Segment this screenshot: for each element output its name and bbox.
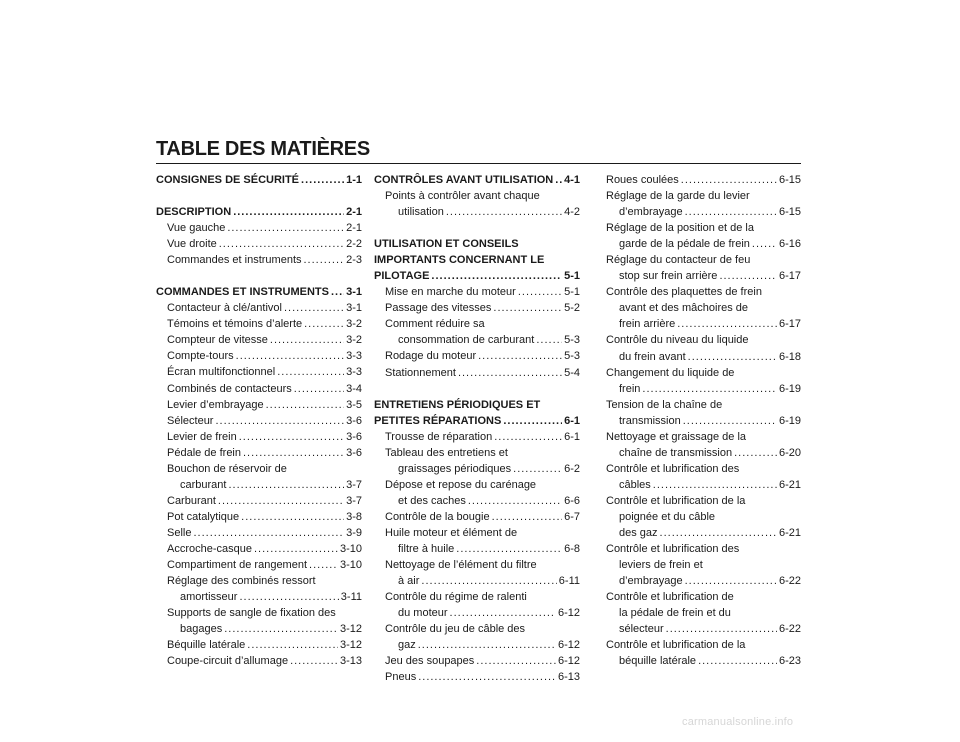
toc-page-number: 6-15 (778, 206, 801, 219)
toc-page-number: 4-1 (564, 174, 580, 186)
toc-entry-text: Contrôle et lubrification de la (606, 494, 746, 507)
dot-leader (241, 509, 344, 525)
dot-leader (685, 204, 777, 220)
toc-page-number: 6-1 (564, 414, 580, 427)
dot-leader (719, 268, 777, 284)
toc-page-number: 2-2 (346, 238, 362, 251)
toc-entry-text: UTILISATION ET CONSEILS (374, 238, 519, 251)
section-spacer (156, 268, 362, 284)
section-spacer (374, 381, 580, 397)
toc-page-number: 5-1 (564, 286, 580, 299)
dot-leader (254, 541, 338, 557)
dot-leader (456, 541, 562, 557)
toc-entry[interactable] (374, 348, 580, 364)
section-spacer (374, 220, 580, 236)
toc-entry[interactable] (595, 252, 801, 284)
toc-page-number: 3-6 (346, 430, 362, 443)
toc-entry[interactable] (156, 252, 362, 268)
toc-entry[interactable] (156, 653, 362, 669)
toc-entry-text: DESCRIPTION (156, 206, 232, 219)
toc-entry-text: Contrôle du jeu de câble des (385, 623, 526, 636)
toc-entry-text: Contacteur à clé/antivol (167, 302, 282, 315)
toc-entry[interactable] (156, 525, 362, 541)
toc-entry[interactable] (595, 429, 801, 461)
dot-leader (236, 348, 344, 364)
toc-entry[interactable] (374, 316, 580, 348)
toc-entry-text: stop sur frein arrière (619, 270, 718, 283)
dot-leader (536, 332, 562, 348)
dot-leader (224, 621, 338, 637)
dot-leader (284, 300, 344, 316)
toc-entry-text: leviers de frein et (619, 559, 703, 572)
toc-entry-text: béquille latérale (619, 655, 697, 668)
toc-page-number: 4-2 (564, 206, 580, 219)
dot-leader (688, 349, 777, 365)
toc-entry[interactable] (374, 365, 580, 381)
toc-entry[interactable] (374, 669, 580, 685)
dot-leader (277, 364, 344, 380)
toc-section-entry[interactable] (156, 172, 362, 188)
toc-page-number: 6-18 (778, 350, 801, 363)
toc-entry-text: Vue gauche (167, 222, 226, 235)
toc-page-number: 6-19 (778, 382, 801, 395)
toc-entry-text: garde de la pédale de frein (619, 238, 750, 251)
toc-entry-text: Dépose et repose du carénage (385, 478, 537, 491)
toc-entry-text: à air (398, 575, 420, 588)
toc-page-number: 6-1 (564, 430, 580, 443)
toc-entry-text: Pneus (385, 671, 417, 684)
toc-page-number: 3-12 (339, 639, 362, 652)
toc-page-number: 3-3 (346, 366, 362, 379)
toc-entry-text: Mise en marche du moteur (385, 286, 516, 299)
toc-page-number: 3-11 (340, 591, 362, 604)
toc-section-entry[interactable] (156, 284, 362, 300)
toc-page-number: 6-23 (778, 655, 801, 668)
toc-entry-text: du moteur (398, 607, 448, 620)
toc-entry-text: Comment réduire sa (385, 318, 485, 331)
dot-leader (243, 445, 344, 461)
toc-entry-text: Sélecteur (167, 414, 214, 427)
toc-entry[interactable] (595, 220, 801, 252)
toc-entry-text: ENTRETIENS PÉRIODIQUES ET (374, 398, 541, 411)
toc-entry[interactable] (374, 653, 580, 669)
toc-page-number: 3-4 (346, 382, 362, 395)
toc-page-number: 6-8 (564, 542, 580, 555)
page-title: TABLE DES MATIÈRES (156, 138, 370, 160)
toc-page-number: 3-2 (346, 318, 362, 331)
toc-entry[interactable] (156, 413, 362, 429)
toc-entry-text: Changement du liquide de (606, 366, 735, 379)
toc-page-number: 6-12 (557, 639, 580, 652)
dot-leader (301, 172, 344, 188)
toc-page-number: 5-4 (564, 366, 580, 379)
toc-entry-text: graissages périodiques (398, 462, 512, 475)
toc-page-number: 3-1 (346, 302, 362, 315)
toc-entry[interactable] (374, 621, 580, 653)
toc-entry[interactable] (374, 284, 580, 300)
dot-leader (239, 589, 338, 605)
toc-entry[interactable] (156, 637, 362, 653)
toc-entry-text: Nettoyage de l’élément du filtre (385, 559, 537, 572)
toc-page-number: 5-2 (564, 302, 580, 315)
dot-leader (215, 413, 344, 429)
dot-leader (494, 429, 562, 445)
toc-page-number: 3-1 (346, 286, 362, 299)
dot-leader (518, 284, 562, 300)
toc-entry-text: Carburant (167, 494, 216, 507)
toc-entry[interactable] (595, 397, 801, 429)
toc-entry-text: Points à contrôler avant chaque (385, 190, 540, 203)
toc-entry-text: Vue droite (167, 238, 217, 251)
toc-page-number: 6-11 (558, 575, 580, 588)
toc-page-number: 3-2 (346, 334, 362, 347)
toc-entry-text: gaz (398, 639, 416, 652)
toc-entry[interactable] (595, 172, 801, 188)
toc-entry-text: transmission (619, 414, 681, 427)
toc-entry-text: câbles (619, 478, 651, 491)
dot-leader (683, 413, 777, 429)
dot-leader (418, 669, 556, 685)
toc-page-number: 6-21 (778, 478, 801, 491)
toc-page-number: 3-3 (346, 350, 362, 363)
dot-leader (468, 493, 562, 509)
toc-page-number: 3-5 (346, 398, 362, 411)
dot-leader (681, 172, 777, 188)
dot-leader (478, 348, 562, 364)
dot-leader (193, 525, 344, 541)
dot-leader (290, 653, 338, 669)
dot-leader (219, 236, 344, 252)
toc-entry-text: Rodage du moteur (385, 350, 477, 363)
toc-entry[interactable] (595, 493, 801, 541)
dot-leader (666, 621, 777, 637)
toc-entry-text: CONTRÔLES AVANT UTILISATION (374, 174, 554, 186)
toc-page-number: 6-6 (564, 494, 580, 507)
toc-page-number: 6-17 (778, 270, 801, 283)
toc-entry-text: Selle (167, 526, 192, 539)
dot-leader (446, 204, 562, 220)
toc-entry-text: Contrôle du niveau du liquide (606, 334, 749, 347)
toc-entry[interactable] (156, 397, 362, 413)
toc-entry-text: Pédale de frein (167, 446, 241, 459)
toc-entry[interactable] (595, 541, 801, 589)
toc-entry-text: PILOTAGE (374, 270, 430, 283)
dot-leader (309, 557, 338, 573)
toc-entry-text: Contrôle et lubrification des (606, 462, 740, 475)
toc-page-number: 1-1 (346, 174, 362, 186)
toc-page-number: 3-7 (346, 478, 362, 491)
toc-page-number: 3-6 (346, 414, 362, 427)
toc-page-number: 3-8 (346, 510, 362, 523)
toc-entry-text: Roues coulées (606, 174, 679, 186)
toc-entry-text: PETITES RÉPARATIONS (374, 414, 502, 427)
toc-entry-text: amortisseur (180, 591, 238, 604)
toc-entry[interactable] (374, 589, 580, 621)
toc-entry[interactable] (156, 557, 362, 573)
toc-column-1 (156, 172, 362, 669)
toc-entry-text: Trousse de réparation (385, 430, 493, 443)
toc-entry-text: Réglage du contacteur de feu (606, 254, 751, 267)
dot-leader (642, 381, 777, 397)
toc-entry-text: des gaz (619, 527, 658, 540)
toc-entry-text: Combinés de contacteurs (167, 382, 292, 395)
toc-entry[interactable] (156, 493, 362, 509)
toc-entry-text: consommation de carburant (398, 334, 535, 347)
toc-entry[interactable] (156, 316, 362, 332)
toc-entry[interactable] (156, 220, 362, 236)
toc-entry-text: Contrôle et lubrification des (606, 543, 740, 556)
toc-entry[interactable] (595, 284, 801, 332)
dot-leader (450, 605, 556, 621)
toc-entry-text: carburant (180, 478, 227, 491)
toc-entry[interactable] (156, 364, 362, 380)
toc-page-number: 3-9 (346, 526, 362, 539)
toc-page-number: 6-16 (778, 238, 801, 251)
dot-leader (418, 637, 556, 653)
toc-page-number: 6-7 (564, 510, 580, 523)
dot-leader (492, 509, 563, 525)
toc-entry[interactable] (374, 300, 580, 316)
toc-entry-text: avant et des mâchoires de (619, 302, 749, 315)
toc-entry[interactable] (374, 429, 580, 445)
toc-section-entry[interactable] (156, 204, 362, 220)
dot-leader (555, 172, 562, 188)
toc-entry[interactable] (374, 509, 580, 525)
toc-entry-text: chaîne de transmission (619, 446, 733, 459)
toc-page-number: 3-10 (339, 542, 362, 555)
dot-leader (493, 300, 562, 316)
dot-leader (233, 204, 344, 220)
toc-entry-text: Contrôle et lubrification de la (606, 639, 746, 652)
toc-entry-text: filtre à huile (398, 542, 455, 555)
toc-entry[interactable] (374, 445, 580, 477)
toc-entry[interactable] (156, 236, 362, 252)
dot-leader (304, 252, 345, 268)
toc-entry-text: Jeu des soupapes (385, 655, 475, 668)
toc-section-entry[interactable] (374, 397, 580, 429)
toc-entry[interactable] (156, 381, 362, 397)
toc-page-number: 6-17 (778, 318, 801, 331)
toc-entry[interactable] (156, 445, 362, 461)
toc-page-number: 6-12 (557, 655, 580, 668)
toc-entry[interactable] (595, 589, 801, 637)
toc-entry-text: Nettoyage et graissage de la (606, 430, 747, 443)
toc-entry-text: Béquille latérale (167, 639, 246, 652)
toc-page-number: 3-6 (346, 446, 362, 459)
toc-entry[interactable] (156, 605, 362, 637)
toc-entry[interactable] (595, 188, 801, 220)
toc-entry-text: Levier de frein (167, 430, 237, 443)
toc-entry-text: Contrôle et lubrification de (606, 591, 734, 604)
toc-entry[interactable] (374, 477, 580, 509)
toc-page-number: 3-7 (346, 494, 362, 507)
dot-leader (270, 332, 344, 348)
dot-leader (653, 477, 777, 493)
toc-page-number: 3-12 (339, 623, 362, 636)
toc-entry-text: utilisation (398, 206, 444, 219)
toc-page-number: 6-22 (778, 575, 801, 588)
toc-page-number: 6-12 (557, 607, 580, 620)
dot-leader (503, 413, 562, 429)
toc-entry-text: IMPORTANTS CONCERNANT LE (374, 254, 545, 267)
toc-entry-text: Supports de sangle de fixation des (167, 607, 336, 620)
dot-leader (218, 493, 344, 509)
dot-leader (734, 445, 777, 461)
toc-entry[interactable] (595, 637, 801, 669)
toc-entry-text: et des caches (398, 494, 466, 507)
toc-entry-text: COMMANDES ET INSTRUMENTS (156, 286, 329, 299)
dot-leader (752, 236, 777, 252)
watermark-footer: carmanualsonline.info (682, 716, 794, 728)
toc-entry-text: Réglage de la garde du levier (606, 190, 750, 203)
toc-page-number: 5-3 (564, 334, 580, 347)
toc-page-number: 6-19 (778, 414, 801, 427)
toc-entry[interactable] (156, 461, 362, 493)
toc-entry-text: Bouchon de réservoir de (167, 462, 287, 475)
toc-page-number: 3-10 (339, 559, 362, 572)
toc-entry-text: Contrôle des plaquettes de frein (606, 286, 762, 299)
dot-leader (685, 573, 777, 589)
toc-page-number: 2-1 (346, 222, 362, 235)
section-spacer (156, 188, 362, 204)
dot-leader (458, 365, 562, 381)
toc-entry[interactable] (156, 541, 362, 557)
toc-entry-text: d’embrayage (619, 206, 683, 219)
toc-entry[interactable] (156, 332, 362, 348)
dot-leader (476, 653, 556, 669)
toc-entry[interactable] (374, 188, 580, 220)
toc-page-number: 6-22 (778, 623, 801, 636)
toc-column-2 (374, 172, 580, 685)
toc-entry[interactable] (156, 300, 362, 316)
dot-leader (421, 573, 556, 589)
toc-page-number: 2-1 (346, 206, 362, 219)
toc-entry-text: la pédale de frein et du (619, 607, 731, 620)
toc-entry[interactable] (156, 509, 362, 525)
toc-entry[interactable] (156, 573, 362, 605)
toc-page-number: 5-1 (564, 270, 580, 283)
toc-entry-text: Coupe-circuit d’allumage (167, 655, 289, 668)
toc-section-entry[interactable] (374, 236, 580, 284)
toc-entry-text: Contrôle de la bougie (385, 510, 490, 523)
toc-entry-text: Réglage de la position et de la (606, 222, 754, 235)
toc-entry[interactable] (595, 332, 801, 364)
toc-entry-text: Commandes et instruments (167, 254, 302, 267)
toc-entry-text: Compteur de vitesse (167, 334, 268, 347)
toc-page-number: 6-13 (557, 671, 580, 684)
dot-leader (266, 397, 344, 413)
toc-entry[interactable] (595, 365, 801, 397)
toc-entry[interactable] (595, 461, 801, 493)
toc-entry[interactable] (156, 348, 362, 364)
toc-entry-text: du frein avant (619, 350, 686, 363)
toc-entry-text: Contrôle du régime de ralenti (385, 591, 527, 604)
dot-leader (698, 653, 777, 669)
dot-leader (331, 284, 344, 300)
dot-leader (513, 461, 562, 477)
toc-page-number: 6-2 (564, 462, 580, 475)
dot-leader (431, 268, 562, 284)
toc-entry-text: Passage des vitesses (385, 302, 492, 315)
toc-entry-text: Écran multifonctionnel (167, 366, 276, 379)
toc-entry-text: Réglage des combinés ressort (167, 575, 316, 588)
dot-leader (239, 429, 344, 445)
toc-page-number: 2-3 (346, 254, 362, 267)
toc-entry-text: Levier d’embrayage (167, 398, 264, 411)
toc-entry-text: Compte-tours (167, 350, 234, 363)
dot-leader (294, 381, 344, 397)
dot-leader (247, 637, 338, 653)
toc-entry-text: Huile moteur et élément de (385, 526, 518, 539)
toc-entry-text: bagages (180, 623, 223, 636)
toc-entry[interactable] (374, 525, 580, 557)
toc-page-number: 3-13 (339, 655, 362, 668)
toc-entry-text: Témoins et témoins d’alerte (167, 318, 303, 331)
toc-entry-text: Pot catalytique (167, 510, 240, 523)
toc-page-number: 6-15 (778, 174, 801, 186)
toc-page-number: 5-3 (564, 350, 580, 363)
toc-entry-text: Tableau des entretiens et (385, 446, 508, 459)
toc-entry-text: CONSIGNES DE SÉCURITÉ (156, 174, 300, 186)
title-rule (156, 163, 801, 164)
toc-entry-text: Accroche-casque (167, 542, 252, 555)
dot-leader (660, 525, 777, 541)
toc-entry[interactable] (374, 557, 580, 589)
dot-leader (227, 220, 344, 236)
toc-entry-text: Tension de la chaîne de (606, 398, 723, 411)
toc-entry-text: d’embrayage (619, 575, 683, 588)
toc-page-number: 6-21 (778, 527, 801, 540)
toc-entry-text: Compartiment de rangement (167, 559, 308, 572)
toc-entry[interactable] (156, 429, 362, 445)
toc-entry-text: sélecteur (619, 623, 664, 636)
dot-leader (228, 477, 344, 493)
toc-entry-text: frein (619, 382, 641, 395)
toc-section-entry[interactable] (374, 172, 580, 188)
toc-page-number: 6-20 (778, 446, 801, 459)
toc-entry-text: frein arrière (619, 318, 676, 331)
toc-entry-text: Stationnement (385, 366, 456, 379)
toc-column-3 (595, 172, 801, 669)
toc-entry-text: poignée et du câble (619, 510, 716, 523)
dot-leader (304, 316, 344, 332)
dot-leader (677, 316, 777, 332)
